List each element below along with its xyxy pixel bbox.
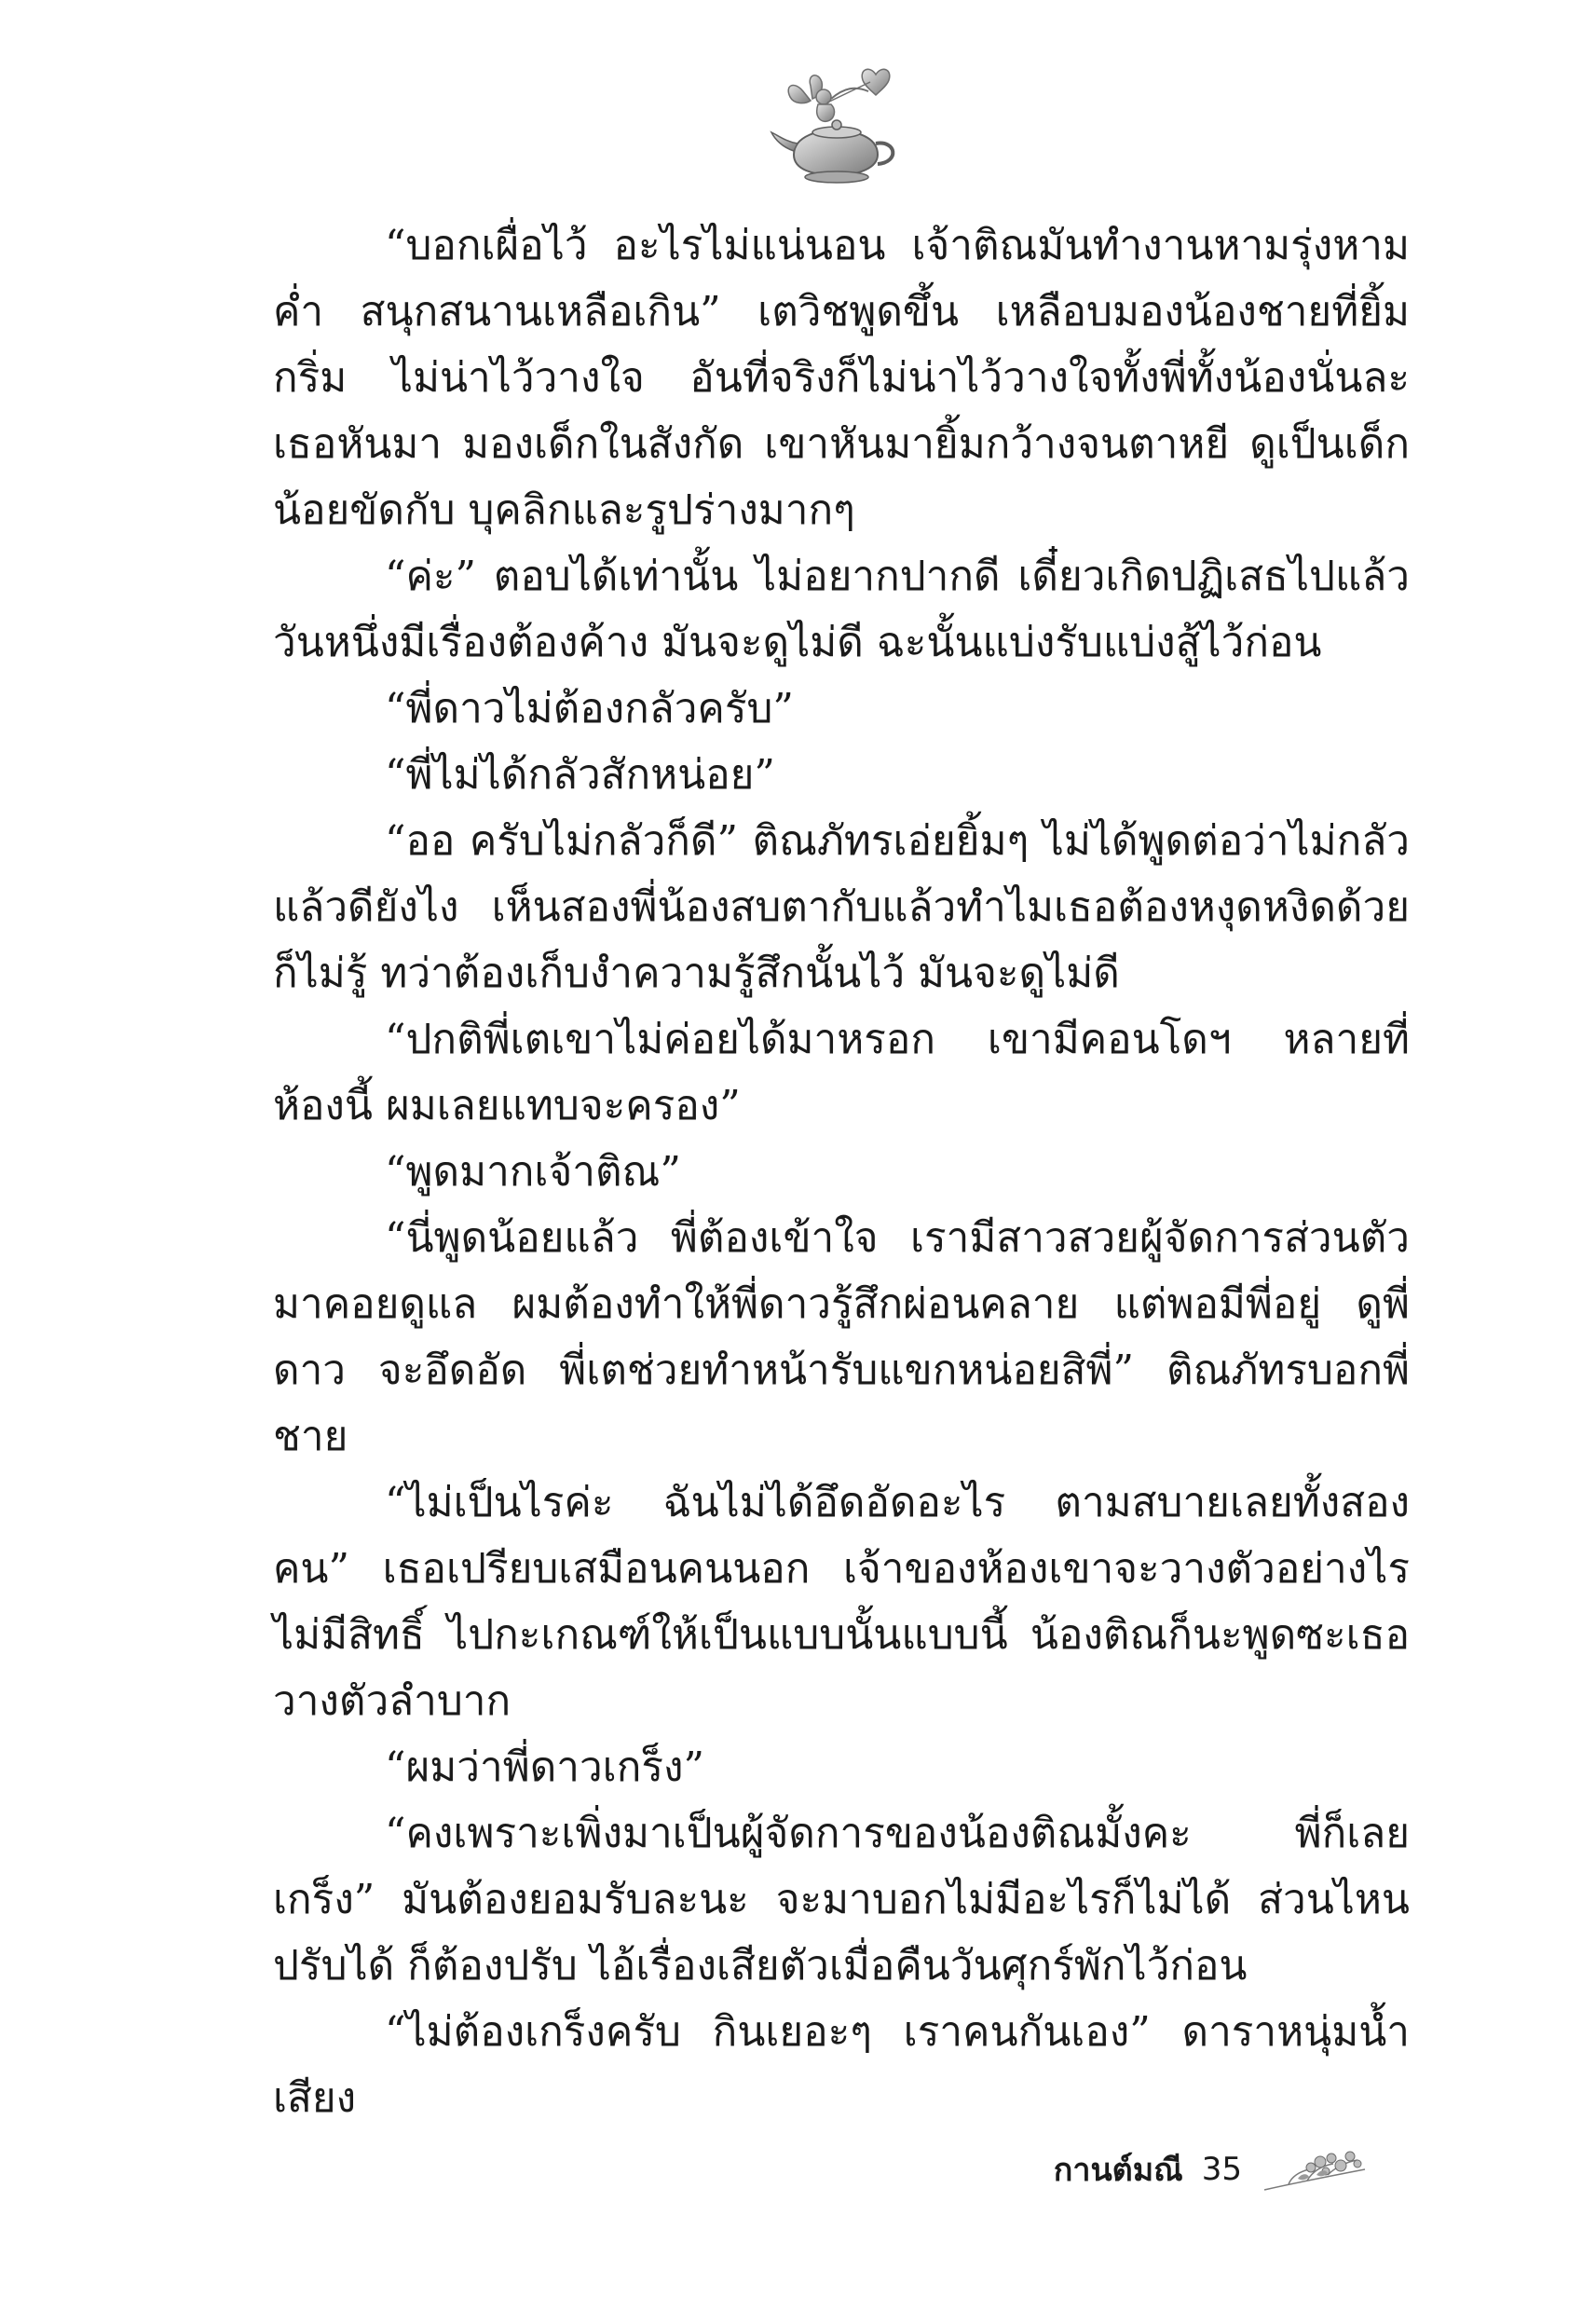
paragraph: “พี่ดาวไม่ต้องกลัวครับ”	[385, 685, 794, 732]
paragraph: “ไม่เป็นไรค่ะ ฉันไม่ได้อึดอัดอะไร ตามสบายเลยทั้งสองคน” เธอเปรียบเสมือนคนนอก เจ้าของห้องเขาจะวางตัวอย่างไร ไม่มีสิทธิ์ ไปกะเกณฑ์ให้เป็นแบบนั้นแบบนี้ น้องติณก็นะพูดซะเธอวางตัวลำบาก	[273, 1479, 1410, 1725]
paragraph: “ผมว่าพี่ดาวเกร็ง”	[385, 1744, 704, 1791]
teapot-cupid-ornament-icon	[766, 54, 906, 194]
paragraph: “คงเพราะเพิ่งมาเป็นผู้จัดการของน้องติณมั้งคะ พี่ก็เลยเกร็ง” มันต้องยอมรับละนะ จะมาบอกไม่มีอะไรก็ไม่ได้ ส่วนไหนปรับได้ ก็ต้องปรับ ไอ้เรื่องเสียตัวเมื่อคืนวันศุกร์พักไว้ก่อน	[273, 1810, 1410, 1990]
page-number: 35	[1201, 2151, 1242, 2188]
body-text	[273, 212, 1410, 2131]
flower-sprig-icon	[1261, 2141, 1372, 2197]
page-footer	[1054, 2141, 1372, 2197]
paragraph: “ออ ครับไม่กลัวก็ดี” ติณภัทรเอ่ยยิ้มๆ ไม่ได้พูดต่อว่าไม่กลัว แล้วดียังไง เห็นสองพี่น้องสบตากับแล้วทำไมเธอต้องหงุดหงิดด้วย ก็ไม่รู้ ทว่าต้องเก็บงำความรู้สึกนั้นไว้ มันจะดูไม่ดี	[273, 817, 1410, 997]
paragraph: “ปกติพี่เตเขาไม่ค่อยได้มาหรอก เขามีคอนโดฯ หลายที่ ห้องนี้ ผมเลยแทบจะครอง”	[273, 1016, 1410, 1129]
paragraph: “พี่ไม่ได้กลัวสักหน่อย”	[385, 751, 775, 799]
book-title: กานต์มณี	[1053, 2152, 1183, 2189]
paragraph: “ค่ะ” ตอบได้เท่านั้น ไม่อยากปากดี เดี๋ยวเกิดปฏิเสธไปแล้ว วันหนึ่งมีเรื่องต้องค้าง มันจะดูไม่ดี ฉะนั้นแบ่งรับแบ่งสู้ไว้ก่อน	[273, 553, 1410, 666]
paragraph: “บอกเผื่อไว้ อะไรไม่แน่นอน เจ้าติณมันทำงานหามรุ่งหามค่ำ สนุกสนานเหลือเกิน” เตวิชพูดขึ้น เหลือบมองน้องชายที่ยิ้มกริ่ม ไม่น่าไว้วางใจ อันที่จริงก็ไม่น่าไว้วางใจทั้งพี่ทั้งน้องนั่นละ เธอหันมา มองเด็กในสังกัด เขาหันมายิ้มกว้างจนตาหยี ดูเป็นเด็กน้อยขัดกับ บุคลิกและรูปร่างมากๆ	[273, 222, 1410, 534]
paragraph: “นี่พูดน้อยแล้ว พี่ต้องเข้าใจ เรามีสาวสวยผู้จัดการส่วนตัว มาคอยดูแล ผมต้องทำให้พี่ดาวรู้สึกผ่อนคลาย แต่พอมีพี่อยู่ ดูพี่ดาว จะอึดอัด พี่เตช่วยทำหน้ารับแขกหน่อยสิพี่” ติณภัทรบอกพี่ชาย	[273, 1214, 1410, 1460]
paragraph: “พูดมากเจ้าติณ”	[385, 1148, 681, 1196]
paragraph: “ไม่ต้องเกร็งครับ กินเยอะๆ เราคนกันเอง” ดาราหนุ่มน้ำเสียง	[273, 2008, 1410, 2122]
